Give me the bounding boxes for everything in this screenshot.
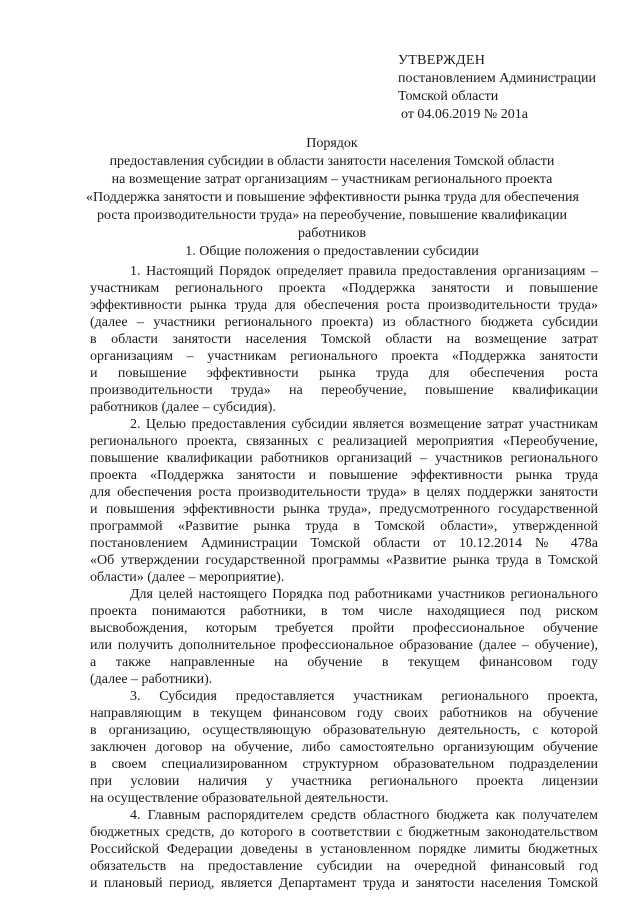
paragraph-2-continued (90, 586, 598, 688)
paragraph-line: и повышение эффективности рынка труда для обеспечения роста (90, 366, 598, 381)
paragraph-line: в своем специализированном структурном образовательном подразделении (90, 757, 598, 772)
approval-stamp-block (398, 52, 623, 124)
paragraph-2 (90, 416, 598, 586)
document-title-line: Порядок (306, 136, 358, 151)
paragraph-line: в области занятости населения Томской области на возмещение затрат (90, 332, 598, 347)
approval-line-region: Томской области (398, 89, 499, 104)
paragraph-line: «Об утверждении государственной программы «Развитие рынка труда в Томской (90, 553, 598, 568)
paragraph-line: области» (далее – мероприятие). (90, 570, 285, 585)
paragraph-line: в организацию, осуществляющую образовательную деятельность, с которой (90, 723, 598, 738)
paragraph-line: и повышения эффективности рынка труда», предусмотренного государственной (90, 502, 598, 517)
approval-line-resolution: постановлением Администрации (398, 71, 596, 86)
approval-title: УТВЕРЖДЕН (398, 53, 486, 68)
paragraph-line: работников (далее – субсидия). (90, 400, 276, 415)
paragraph-line: заключен договор на обучение, либо самостоятельно организующим обучение (90, 740, 598, 755)
paragraph-line: или получить дополнительное профессиональное образование (далее – обучение), (90, 638, 598, 653)
paragraph-line: регионального проекта, связанных с реализацией мероприятия «Переобучение, (90, 434, 598, 449)
approval-date: от 04.06.2019 № 201а (401, 107, 529, 122)
paragraph-line: (далее – работники). (90, 672, 213, 687)
document-title-line: «Поддержка занятости и повышение эффективности рынка труда для обеспечения (86, 190, 579, 205)
paragraph-line: при условии наличия у участника регионального проекта лицензии (90, 774, 598, 789)
paragraph-line: 2. Целью предоставления субсидии является возмещение затрат участникам (130, 417, 598, 432)
paragraph-line: бюджетных средств, до которого в соответствии с бюджетным законодательством (90, 825, 598, 840)
paragraph-line: организациям – участникам регионального проекта «Поддержка занятости (90, 349, 598, 364)
document-title (86, 135, 578, 243)
section-heading: 1. Общие положения о предоставлении субсидии (185, 244, 479, 259)
paragraph-line: направляющим в текущем финансовом году своих работников на обучение (90, 706, 598, 721)
paragraph-4 (90, 807, 598, 892)
paragraph-line: постановлением Администрации Томской области от 10.12.2014 № 478а (90, 536, 598, 551)
paragraph-line: 1. Настоящий Порядок определяет правила предоставления организациям – (130, 264, 598, 279)
paragraph-line: участникам регионального проекта «Поддержка занятости и повышение (90, 281, 598, 296)
paragraph-line: программой «Развитие рынка труда в Томской области», утвержденной (90, 519, 598, 534)
paragraph-line: и плановый период, является Департамент труда и занятости населения Томской (90, 876, 598, 891)
paragraph-3 (90, 688, 598, 807)
paragraph-line: 4. Главным распорядителем средств областного бюджета как получателем (130, 808, 598, 823)
document-body (90, 263, 598, 892)
paragraph-line: обязательств на предоставление субсидии на очередной финансовый год (90, 859, 598, 874)
paragraph-line: проекта «Поддержка занятости и повышение эффективности рынка труда (90, 468, 598, 483)
paragraph-line: производительности труда» на переобучение, повышение квалификации (90, 383, 598, 398)
paragraph-line: 3. Субсидия предоставляется участникам регионального проекта, (130, 689, 598, 704)
document-title-line: работников (298, 226, 366, 241)
paragraph-line: для обеспечения роста производительности труда» в целях поддержки занятости (90, 485, 598, 500)
paragraph-line: Для целей настоящего Порядка под работниками участников регионального (130, 587, 598, 602)
paragraph-line: (далее – участники регионального проекта) из областного бюджета субсидии (90, 315, 598, 330)
paragraph-line: эффективности рынка труда для обеспечения роста производительности труда» (90, 298, 598, 313)
document-title-line: на возмещение затрат организациям – участникам регионального проекта (111, 172, 553, 187)
paragraph-line: высвобождения, которым требуется пройти профессиональное обучение (90, 621, 598, 636)
document-title-line: роста производительности труда» на переобучение, повышение квалификации (97, 208, 567, 223)
paragraph-line: на осуществление образовательной деятельности. (90, 791, 389, 806)
paragraph-line: повышение квалификации работников организаций – участников регионального (90, 451, 598, 466)
document-title-line: предоставления субсидии в области занятости населения Томской области (109, 154, 555, 169)
paragraph-line: Российской Федерации доведены в установленном порядке лимиты бюджетных (90, 842, 598, 857)
paragraph-line: проекта понимаются работники, в том числе находящиеся под риском (90, 604, 598, 619)
paragraph-line: а также направленные на обучение в текущем финансовом году (90, 655, 598, 670)
paragraph-1 (90, 263, 598, 416)
